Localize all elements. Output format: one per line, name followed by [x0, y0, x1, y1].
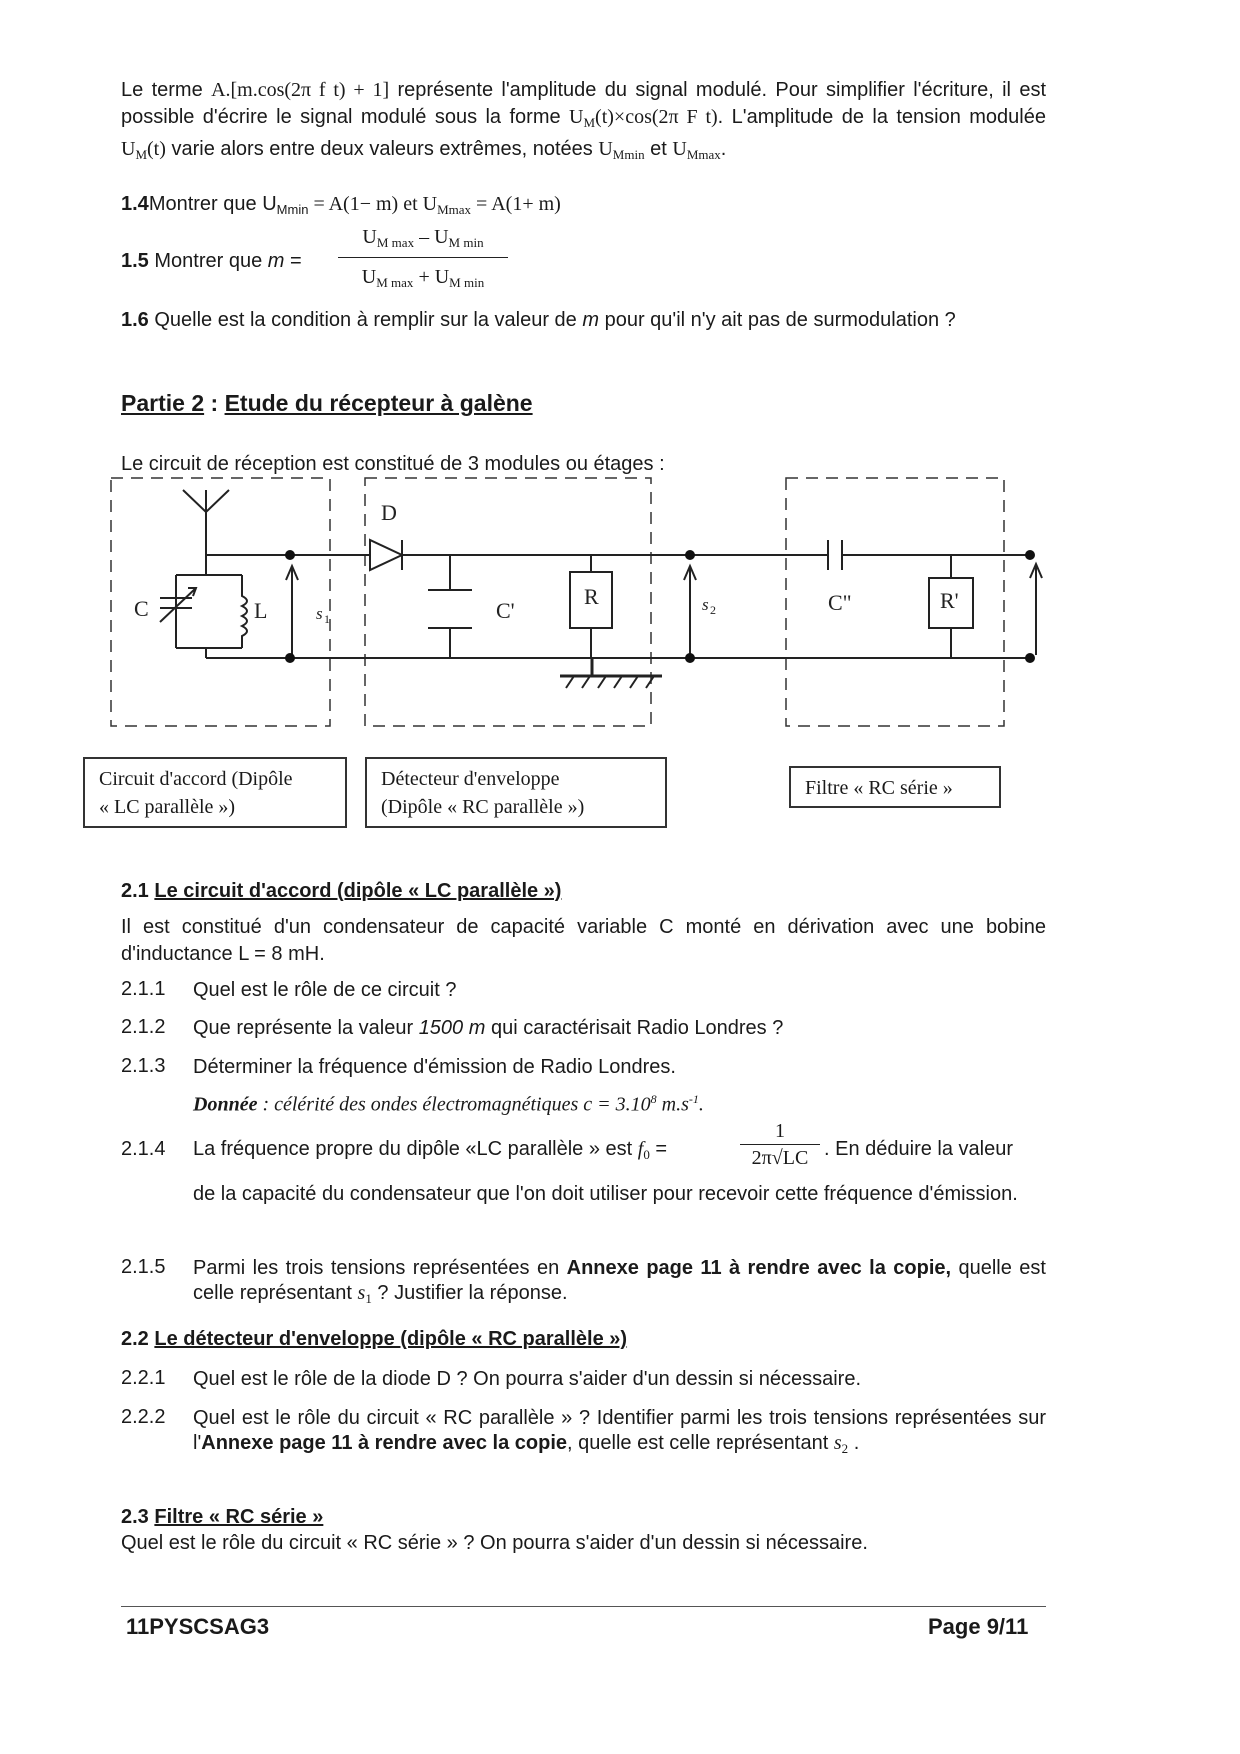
footer-code: 11PYSCSAG3 [126, 1614, 270, 1639]
q214-text3: de la capacité du condensateur que l'on doit utiliser pour recevoir cette fréquence d'émission. [193, 1183, 1018, 1205]
q222-num: 2.2.2 [121, 1406, 166, 1428]
s1-arrow-icon [286, 566, 298, 655]
q211-num: 2.1.1 [121, 978, 166, 1000]
section-2-3-heading: 2.3 Filtre « RC série » [121, 1506, 324, 1528]
footer-page: Page 9/11 [928, 1614, 1029, 1639]
output-arrow-icon [1030, 564, 1042, 655]
q213-donnee: Donnée : célérité des ondes électromagnétiques $c = 3.10^8$ $m.s^{-1}$. [193, 1092, 704, 1116]
antenna-icon [183, 490, 229, 555]
section-2-2-heading: 2.2 Le détecteur d'enveloppe (dipôle « RC parallèle ») [121, 1328, 628, 1350]
module-label-rc-serie: Filtre « RC série » [789, 766, 1001, 808]
variable-arrow-icon [160, 588, 196, 622]
circuit-diagram [0, 0, 1240, 860]
part-2-heading: Partie 2 : Etude du récepteur à galène [121, 390, 533, 416]
section-2-1-text: Il est constitué d'un condensateur de capacité variable C monté en dérivation avec une bobine d'inductance L = 8 mH. [121, 916, 1046, 965]
q222-text: Quel est le rôle du circuit « RC parallèle » ? Identifier parmi les trois tensions représentées sur l'Annexe page 11 à rendre avec la copie, quelle est celle représentant $s_2$ . [193, 1407, 1046, 1456]
fraction-f0: 1 2π√LC [740, 1120, 820, 1170]
label-s2-sub: 2 [710, 603, 716, 617]
label-s1: s [316, 604, 323, 623]
label-s2: s [702, 595, 709, 614]
q214-text: La fréquence propre du dipôle «LC parallèle » est $f_0$ = [193, 1138, 668, 1162]
module-box-rc-serie [786, 478, 1004, 726]
capacitor-cseconde-icon [690, 540, 1030, 570]
q213-text: Déterminer la fréquence d'émission de Radio Londres. [193, 1056, 676, 1078]
q215-num: 2.1.5 [121, 1256, 166, 1278]
question-1-5: 1.5 Montrer que m = [121, 250, 302, 272]
q212-num: 2.1.2 [121, 1016, 166, 1038]
label-s1-sub: 1 [324, 612, 330, 626]
question-1-4: 1.4Montrer que $U_{Mmin} = A(1- m)$ et $U_{Mmax} = A(1+ m)$ [121, 193, 561, 217]
label-rprime: R' [940, 588, 959, 613]
capacitor-cprime-icon [428, 555, 472, 658]
module-label-lc: Circuit d'accord (Dipôle « LC parallèle ») [83, 757, 347, 828]
question-1-6: 1.6 Quelle est la condition à remplir sur la valeur de m pour qu'il n'y ait pas de surmodulation ? [121, 309, 956, 331]
q214-text2: . En déduire la valeur [824, 1138, 1014, 1160]
diode-icon [365, 540, 690, 570]
q213-num: 2.1.3 [121, 1055, 166, 1077]
circuit-intro: Le circuit de réception est constitué de 3 modules ou étages : [121, 453, 665, 475]
q221-num: 2.2.1 [121, 1367, 166, 1389]
label-c: C [134, 596, 149, 621]
q214-num: 2.1.4 [121, 1138, 166, 1160]
label-d: D [381, 500, 397, 525]
fraction-m: $U_{M max} - U_{M min}$ $U_{M max} + U_{M min}$ [338, 226, 508, 291]
label-l: L [254, 598, 268, 623]
inductor-l-icon [242, 575, 247, 648]
section-2-1-heading: 2.1 Le circuit d'accord (dipôle « LC parallèle ») [121, 880, 562, 902]
intro-paragraph: Le terme A.[m.cos(2π f t) + 1] représente l'amplitude du signal modulé. Pour simplifier l'écriture, il est possible d'écrire le signal modulé sous la forme $U_M(t)\times\cos(2\pi$ F t). L'amplitude de la tension modulée $U_M(t)$ varie alors entre deux valeurs extrêmes, notées $U_{Mmin}$ et $U_{Mmax}$. [121, 79, 1046, 162]
label-cprime: C' [496, 598, 515, 623]
capacitor-c-icon [160, 575, 192, 648]
q212-text: Que représente la valeur 1500 m qui caractérisait Radio Londres ? [193, 1017, 784, 1039]
section-2-3-text: Quel est le rôle du circuit « RC série » ? On pourra s'aider d'un dessin si nécessaire. [121, 1532, 868, 1554]
q215-text: Parmi les trois tensions représentées en Annexe page 11 à rendre avec la copie, quelle est celle représentant $s_1$ ? Justifier la réponse. [193, 1257, 1046, 1306]
label-r: R [584, 584, 599, 609]
label-cseconde: C" [828, 590, 852, 615]
footer-divider [121, 1606, 1046, 1607]
q221-text: Quel est le rôle de la diode D ? On pourra s'aider d'un dessin si nécessaire. [193, 1368, 862, 1390]
s2-arrow-icon [684, 566, 696, 655]
module-label-rc-parallel: Détecteur d'enveloppe (Dipôle « RC parallèle ») [365, 757, 667, 828]
q211-text: Quel est le rôle de ce circuit ? [193, 979, 457, 1001]
ground-icon [560, 658, 662, 676]
